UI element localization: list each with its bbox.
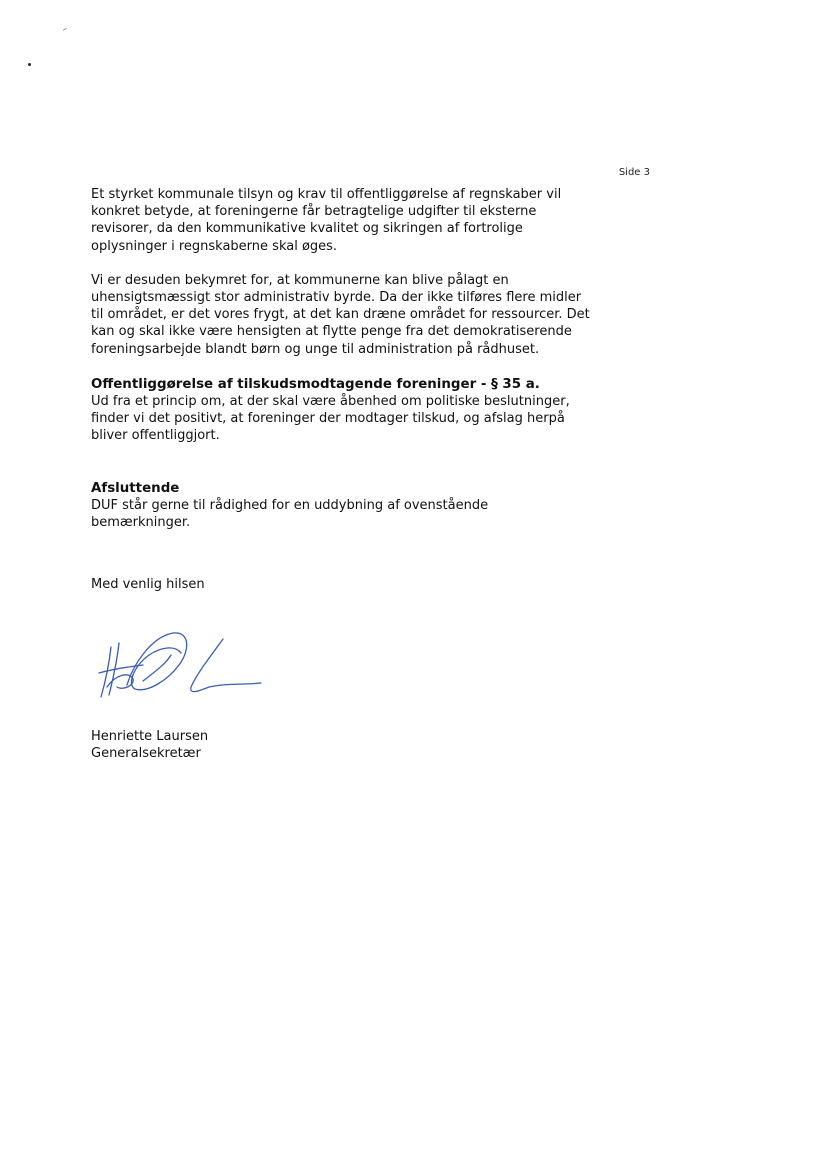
page-number: Side 3 <box>618 167 650 178</box>
section-heading-closing: Afsluttende <box>91 480 180 496</box>
scan-mark <box>61 25 66 30</box>
scan-speck <box>28 63 31 66</box>
signer-name: Henriette Laursen <box>91 729 209 744</box>
section-text-publication: Ud fra et princip om, at der skal være åbenhed om politiske beslutninger, finder vi det positivt, at foreninger der modtager tilskud, og afslag herpå bliver offentliggjort. <box>91 394 570 444</box>
greeting: Med venlig hilsen <box>91 577 205 593</box>
section-heading-publication: Offentliggørelse af tilskudsmodtagende foreninger - § 35 a. <box>91 376 540 392</box>
signer-title: Generalsekretær <box>91 746 201 762</box>
signer-block <box>91 728 208 762</box>
paragraph-administrative-burden: Vi er desuden bekymret for, at kommunerne kan blive pålagt en uhensigtsmæssigt stor administrativ byrde. Da der ikke tilføres flere midler til området, er det vores frygt, at det kan dræne området for ressourcer. Det kan og skal ikke være hensigten at flytte penge fra det demokratiserende foreningsarbejde blandt børn og unge til administration på rådhuset. <box>91 272 590 357</box>
paragraph-accounting-supervision: Et styrket kommunale tilsyn og krav til offentliggørelse af regnskaber vil konkret betyde, at foreningerne får betragtelige udgifter til eksterne revisorer, da den kommunikative kvalitet og sikringen af fortrolige oplysninger i regnskaberne skal øges. <box>91 187 562 254</box>
handwritten-signature <box>93 625 273 705</box>
letter-body <box>91 186 591 593</box>
section-text-closing: DUF står gerne til rådighed for en uddybning af ovenstående bemærkninger. <box>91 497 489 531</box>
